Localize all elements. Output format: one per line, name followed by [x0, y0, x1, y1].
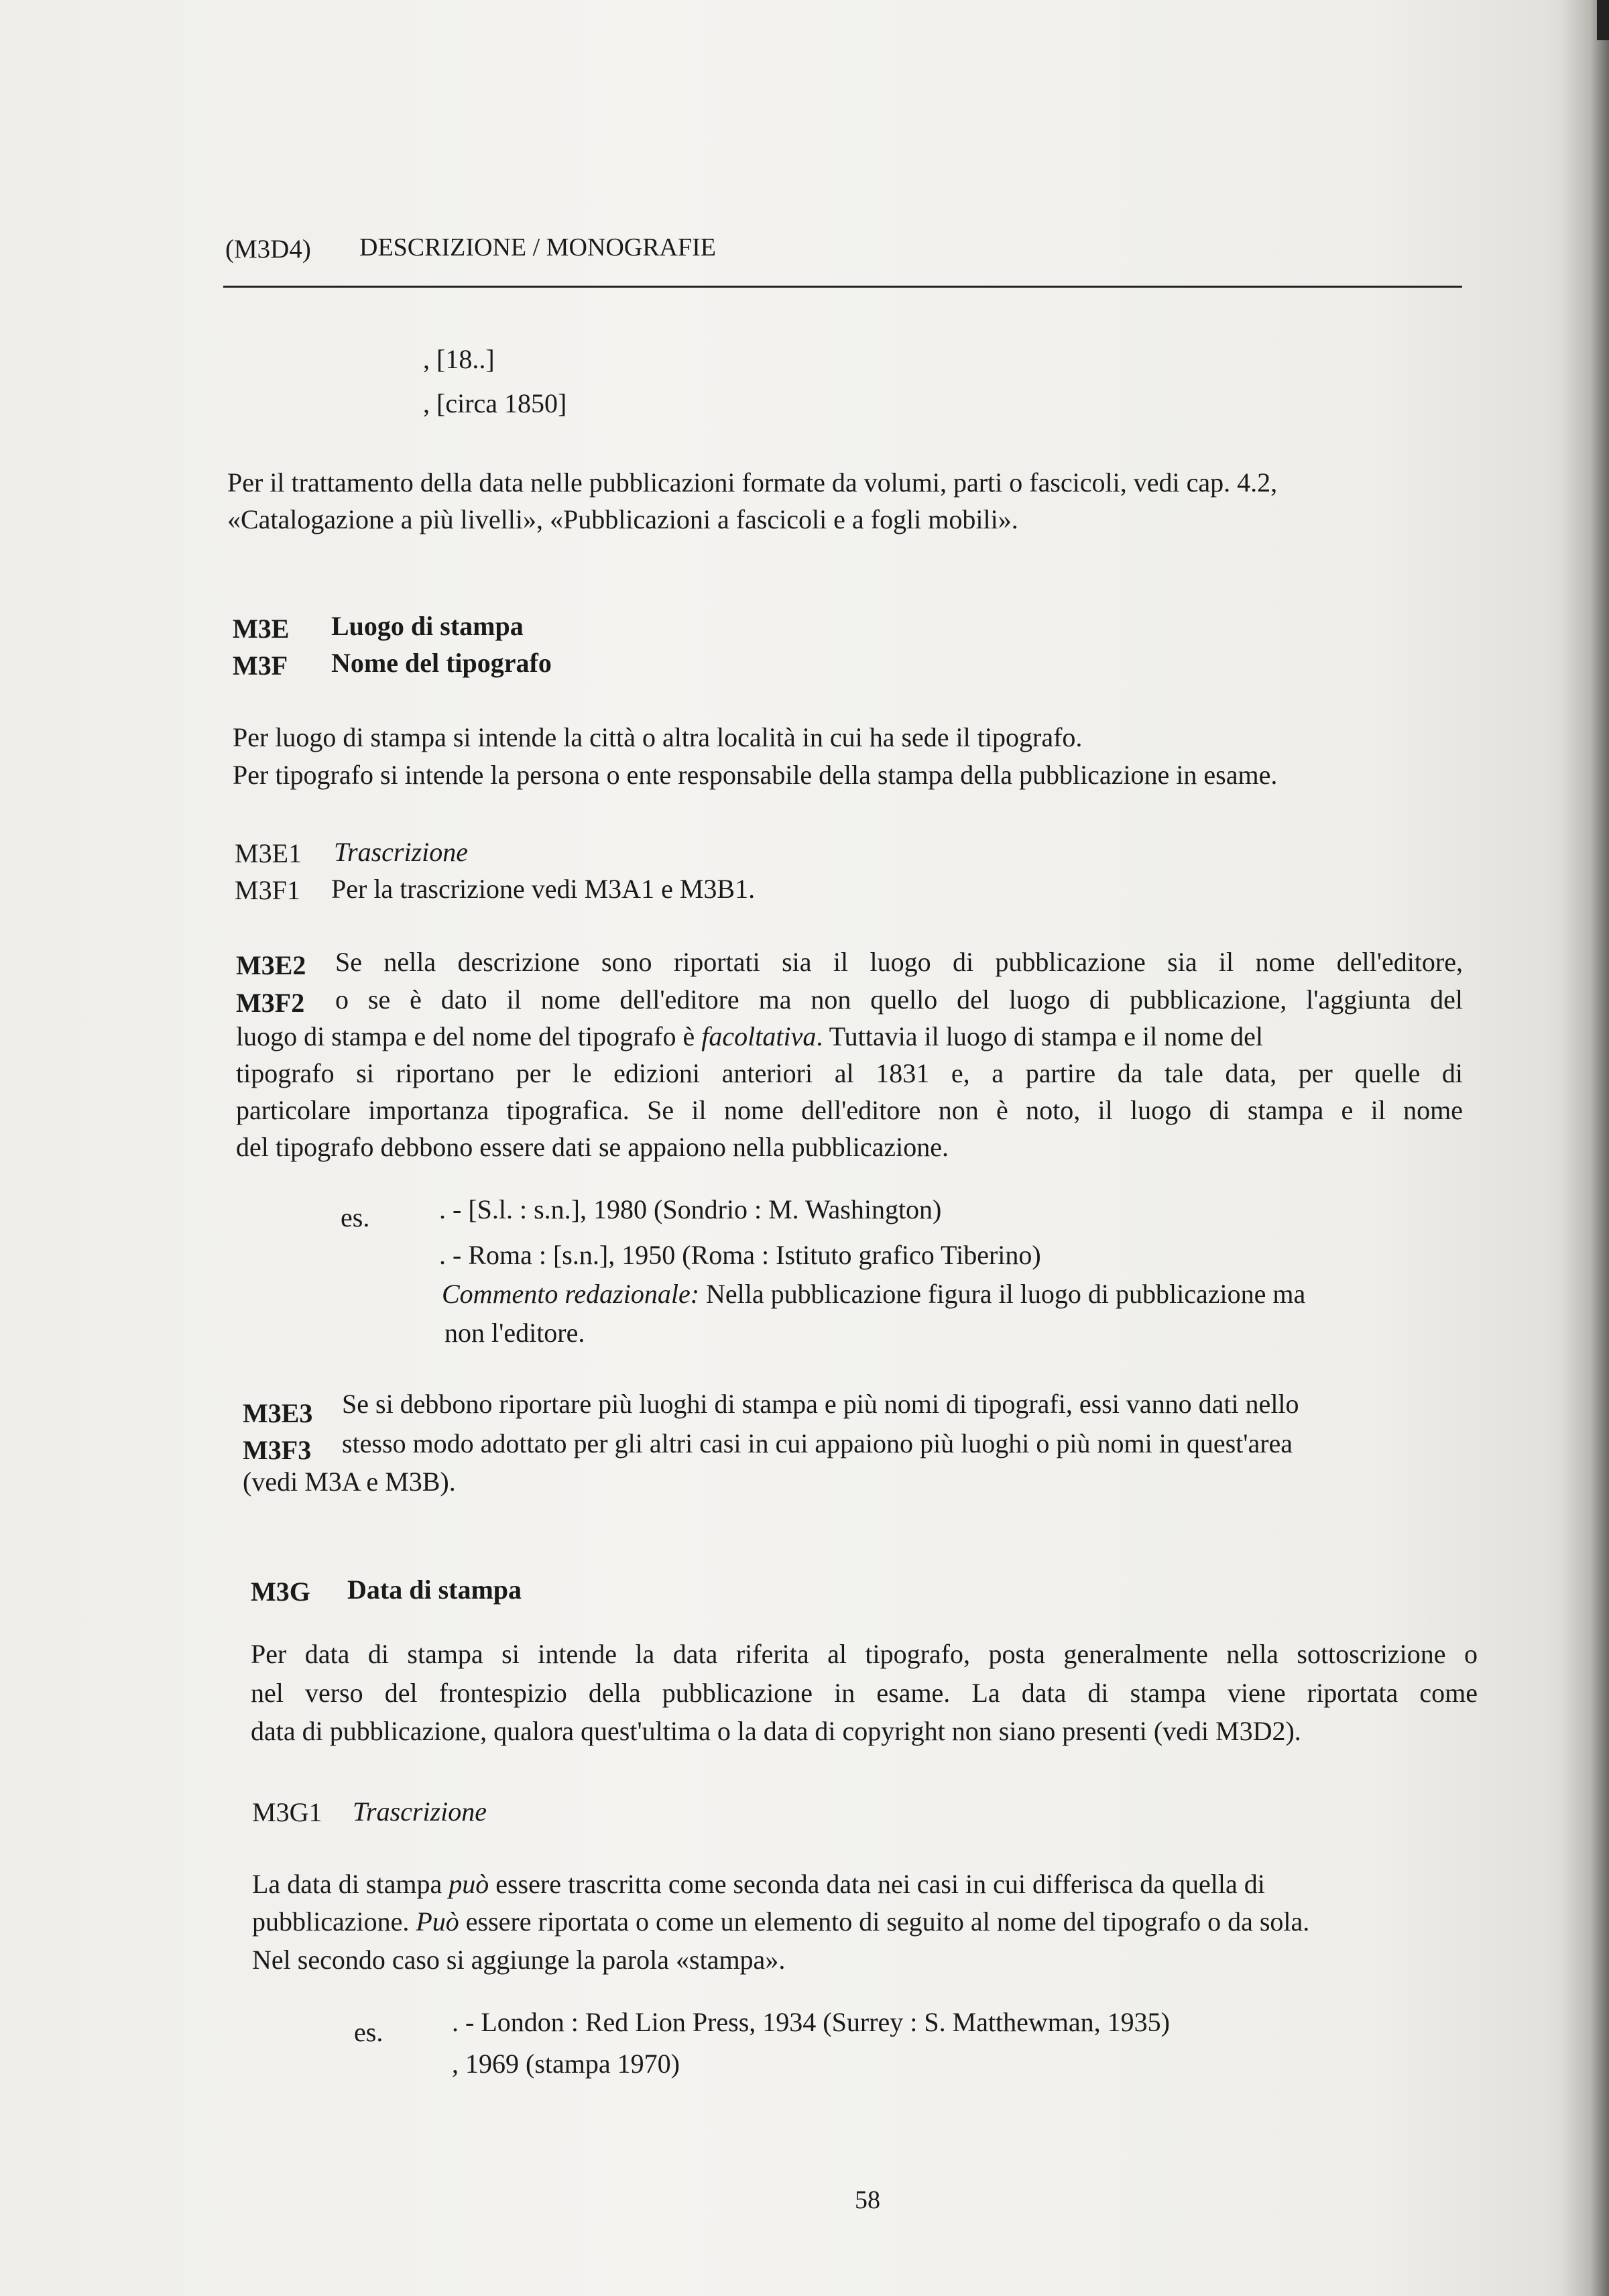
m3g1-example-2: , 1969 (stampa 1970)	[452, 2049, 680, 2079]
m3e2-line-3: luogo di stampa e del nome del tipografo è facoltativa. Tuttavia il luogo di stampa e il nome del	[236, 1021, 1263, 1051]
m3e-definition-line-1: Per luogo di stampa si intende la città o altra località in cui ha sede il tipografo.	[233, 722, 1083, 752]
intro-paragraph-line-1: Per il trattamento della data nelle pubblicazioni formate da volumi, parti o fascicoli, vedi cap. 4.2,	[227, 467, 1278, 498]
header-section-ref: (M3D4)	[225, 235, 311, 264]
m3g1-label: Trascrizione	[353, 1796, 487, 1827]
section-code-m3f2: M3F2	[236, 988, 305, 1018]
m3e2-comment: Commento redazionale: Nella pubblicazione figura il luogo di pubblicazione ma	[442, 1279, 1306, 1309]
heading-luogo-di-stampa: Luogo di stampa	[331, 611, 524, 641]
m3e2-comment-cont: non l'editore.	[444, 1318, 585, 1348]
m3e3-line-1: Se si debbono riportare più luoghi di stampa e più nomi di tipografi, essi vanno dati nello	[342, 1389, 1299, 1419]
section-code-m3f: M3F	[233, 650, 288, 681]
m3e2-example-2: . - Roma : [s.n.], 1950 (Roma : Istituto grafico Tiberino)	[439, 1240, 1041, 1270]
section-code-m3g1: M3G1	[252, 1797, 322, 1827]
m3e2-example-1: . - [S.l. : s.n.], 1980 (Sondrio : M. Washington)	[439, 1194, 942, 1224]
page-edge-shadow	[1562, 0, 1609, 2296]
m3e2-line-4: tipografo si riportano per le edizioni anteriori al 1831 e, a partire da tale data, per quelle di	[236, 1058, 1463, 1088]
m3e2-line-5: particolare importanza tipografica. Se il nome dell'editore non è noto, il luogo di stampa e il nome	[236, 1095, 1463, 1125]
section-code-m3e3: M3E3	[243, 1398, 313, 1428]
m3g1-line-2: pubblicazione. Può essere riportata o come un elemento di seguito al nome del tipografo o da sola.	[252, 1906, 1310, 1937]
section-code-m3f1: M3F1	[235, 875, 300, 905]
m3e2-line-6: del tipografo debbono essere dati se appaiono nella pubblicazione.	[236, 1132, 949, 1162]
m3g1-line-1: La data di stampa può essere trascritta come seconda data nei casi in cui differisca da quella di	[252, 1869, 1265, 1899]
section-code-m3g: M3G	[251, 1576, 310, 1607]
m3e3-line-2: stesso modo adottato per gli altri casi in cui appaiono più luoghi o più nomi in quest'area	[342, 1428, 1293, 1458]
m3e-definition-line-2: Per tipografo si intende la persona o ente responsabile della stampa della pubblicazione in esame.	[233, 760, 1278, 790]
m3e2-line-1: Se nella descrizione sono riportati sia il luogo di pubblicazione sia il nome dell'editore,	[335, 947, 1463, 977]
m3e1-label: Trascrizione	[334, 837, 469, 867]
section-code-m3e1: M3E1	[235, 838, 302, 868]
heading-data-di-stampa: Data di stampa	[347, 1574, 522, 1605]
m3g-definition-line-1: Per data di stampa si intende la data riferita al tipografo, posta generalmente nella sottoscrizione o	[251, 1639, 1478, 1669]
section-code-m3f3: M3F3	[243, 1435, 312, 1465]
m3e2-line-2: o se è dato il nome dell'editore ma non quello del luogo di pubblicazione, l'aggiunta del	[335, 984, 1463, 1015]
m3e2-example-label: es.	[341, 1202, 370, 1232]
intro-example-1: , [18..]	[423, 344, 495, 374]
section-code-m3e: M3E	[233, 614, 290, 644]
intro-example-2: , [circa 1850]	[423, 388, 567, 418]
header-rule	[223, 286, 1462, 288]
section-code-m3e2: M3E2	[236, 950, 306, 980]
heading-nome-del-tipografo: Nome del tipografo	[331, 648, 552, 678]
m3g1-line-3: Nel secondo caso si aggiunge la parola «stampa».	[252, 1945, 786, 1975]
intro-paragraph-line-2: «Catalogazione a più livelli», «Pubblicazioni a fascicoli e a fogli mobili».	[227, 504, 1018, 534]
m3g1-example-1: . - London : Red Lion Press, 1934 (Surrey : S. Matthewman, 1935)	[452, 2007, 1170, 2037]
header-title: DESCRIZIONE / MONOGRAFIE	[359, 233, 716, 262]
m3g-definition-line-2: nel verso del frontespizio della pubblicazione in esame. La data di stampa viene riportata come	[251, 1678, 1478, 1708]
m3e3-line-3: (vedi M3A e M3B).	[243, 1467, 456, 1497]
m3g1-example-label: es.	[354, 2017, 383, 2047]
m3g-definition-line-3: data di pubblicazione, qualora quest'ultima o la data di copyright non siano presenti (vedi M3D2).	[251, 1716, 1301, 1746]
page-number: 58	[855, 2186, 880, 2214]
page-corner	[1597, 0, 1609, 40]
m3f1-text: Per la trascrizione vedi M3A1 e M3B1.	[331, 874, 756, 904]
